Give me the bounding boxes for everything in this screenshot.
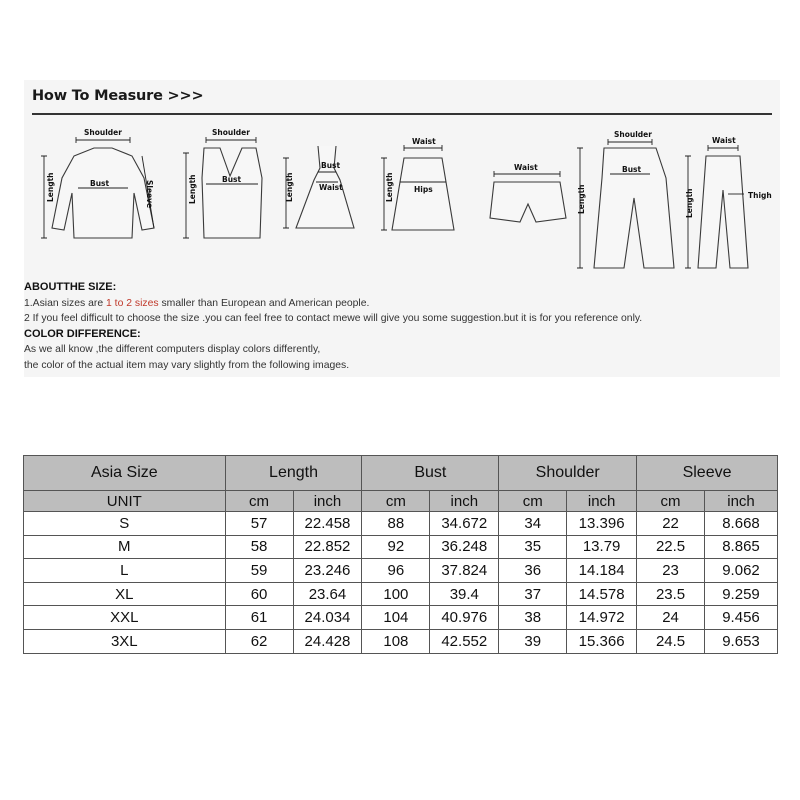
unit-header: UNIT <box>24 491 226 512</box>
bust-cm-cell: 108 <box>362 629 430 653</box>
shoulder-cm-cell: 35 <box>499 535 567 559</box>
sleeve-inch-cell: 9.456 <box>705 606 778 630</box>
sleeve-inch-cell: 8.865 <box>705 535 778 559</box>
length-inch-cell: 24.428 <box>293 629 362 653</box>
length-header: Length <box>225 456 362 491</box>
unit-inch: inch <box>430 491 499 512</box>
sleeve-header: Sleeve <box>637 456 778 491</box>
asia-size-header: Asia Size <box>24 456 226 491</box>
bust-inch-cell: 40.976 <box>430 606 499 630</box>
sleeve-cm-cell: 22 <box>637 512 705 536</box>
bust-cm-cell: 92 <box>362 535 430 559</box>
shoulder-cm-cell: 34 <box>499 512 567 536</box>
bust-inch-cell: 42.552 <box>430 629 499 653</box>
size-cell: L <box>24 559 226 583</box>
bust-inch-cell: 39.4 <box>430 582 499 606</box>
size-cell: XXL <box>24 606 226 630</box>
skirt-waist-label: Waist <box>412 137 436 146</box>
sleeve-inch-cell: 9.653 <box>705 629 778 653</box>
size-table <box>23 455 778 654</box>
shoulder-cm-cell: 37 <box>499 582 567 606</box>
vest-bust-label: Bust <box>222 175 242 184</box>
sleeve-cm-cell: 23 <box>637 559 705 583</box>
shorts-diagram <box>490 163 566 222</box>
bust-cm-cell: 88 <box>362 512 430 536</box>
bust-cm-cell: 104 <box>362 606 430 630</box>
shoulder-header: Shoulder <box>499 456 637 491</box>
table-row <box>24 512 778 536</box>
how-to-measure-panel <box>24 80 780 377</box>
coat-bust-label: Bust <box>622 165 642 174</box>
coat-length-label: Length <box>577 184 586 214</box>
note-1-text-end: smaller than European and American people. <box>158 297 370 309</box>
coat-diagram <box>577 130 674 268</box>
length-cm-cell: 59 <box>225 559 293 583</box>
trousers-waist-label: Waist <box>712 136 736 145</box>
shoulder-inch-cell: 13.396 <box>567 512 637 536</box>
dress-diagram <box>283 146 354 228</box>
size-cell: 3XL <box>24 629 226 653</box>
length-inch-cell: 22.458 <box>293 512 362 536</box>
unit-inch: inch <box>567 491 637 512</box>
length-cm-cell: 62 <box>225 629 293 653</box>
length-inch-cell: 24.034 <box>293 606 362 630</box>
unit-cm: cm <box>362 491 430 512</box>
unit-inch: inch <box>293 491 362 512</box>
dress-bust-label: Bust <box>321 161 341 170</box>
size-cell: XL <box>24 582 226 606</box>
blouse-bust-label: Bust <box>90 179 110 188</box>
vest-diagram <box>183 128 262 238</box>
color-difference-heading: COLOR DIFFERENCE: <box>24 327 141 340</box>
note-1-highlight: 1 to 2 sizes <box>106 297 159 309</box>
shoulder-inch-cell: 13.79 <box>567 535 637 559</box>
bust-inch-cell: 36.248 <box>430 535 499 559</box>
note-1-text: 1.Asian sizes are <box>24 297 107 309</box>
table-row <box>24 629 778 653</box>
table-row <box>24 559 778 583</box>
shoulder-inch-cell: 14.184 <box>567 559 637 583</box>
bust-inch-cell: 34.672 <box>430 512 499 536</box>
bust-header: Bust <box>362 456 499 491</box>
length-cm-cell: 57 <box>225 512 293 536</box>
unit-inch: inch <box>705 491 778 512</box>
note-line-3: As we all know ,the different computers display colors differently, <box>24 344 321 355</box>
length-inch-cell: 22.852 <box>293 535 362 559</box>
trousers-diagram <box>685 136 772 268</box>
length-inch-cell: 23.246 <box>293 559 362 583</box>
sleeve-inch-cell: 8.668 <box>705 512 778 536</box>
length-cm-cell: 60 <box>225 582 293 606</box>
size-cell: M <box>24 535 226 559</box>
title-divider <box>32 113 772 115</box>
bust-inch-cell: 37.824 <box>430 559 499 583</box>
sleeve-inch-cell: 9.259 <box>705 582 778 606</box>
bust-cm-cell: 96 <box>362 559 430 583</box>
sleeve-cm-cell: 23.5 <box>637 582 705 606</box>
skirt-diagram <box>381 137 454 230</box>
sleeve-cm-cell: 22.5 <box>637 535 705 559</box>
length-cm-cell: 61 <box>225 606 293 630</box>
shoulder-inch-cell: 14.578 <box>567 582 637 606</box>
about-size-heading: ABOUTTHE SIZE: <box>24 281 117 293</box>
shoulder-inch-cell: 15.366 <box>567 629 637 653</box>
unit-header-row <box>24 491 778 512</box>
sleeve-inch-cell: 9.062 <box>705 559 778 583</box>
note-line-1 <box>24 296 780 312</box>
shorts-waist-label: Waist <box>514 163 538 172</box>
blouse-shoulder-label: Shoulder <box>84 128 122 137</box>
note-line-4: the color of the actual item may vary slightly from the following images. <box>24 359 350 371</box>
length-cm-cell: 58 <box>225 535 293 559</box>
dress-waist-label: Waist <box>319 183 343 192</box>
unit-cm: cm <box>499 491 567 512</box>
table-row <box>24 535 778 559</box>
dress-length-label: Length <box>285 172 294 202</box>
sleeve-cm-cell: 24.5 <box>637 629 705 653</box>
vest-length-label: Length <box>188 174 197 204</box>
shoulder-cm-cell: 38 <box>499 606 567 630</box>
table-row <box>24 606 778 630</box>
vest-shoulder-label: Shoulder <box>212 128 250 137</box>
trousers-length-label: Length <box>685 188 694 218</box>
how-to-measure-title: How To Measure >>> <box>32 88 204 104</box>
shoulder-cm-cell: 39 <box>499 629 567 653</box>
bust-cm-cell: 100 <box>362 582 430 606</box>
skirt-length-label: Length <box>385 172 394 202</box>
sleeve-cm-cell: 24 <box>637 606 705 630</box>
coat-shoulder-label: Shoulder <box>614 130 652 139</box>
blouse-length-label: Length <box>46 172 55 202</box>
blouse-sleeve-label: Sleeve <box>145 180 154 209</box>
size-notes <box>24 280 780 373</box>
note-line-2: 2 If you feel difficult to choose the size .you can feel free to contact mewe will give you some suggestion.but it is for you reference only. <box>24 313 643 324</box>
shoulder-cm-cell: 36 <box>499 559 567 583</box>
length-inch-cell: 23.64 <box>293 582 362 606</box>
table-header-row <box>24 456 778 491</box>
size-cell: S <box>24 512 226 536</box>
trousers-thigh-label: Thigh <box>748 191 772 200</box>
skirt-hips-label: Hips <box>414 185 433 194</box>
shoulder-inch-cell: 14.972 <box>567 606 637 630</box>
unit-cm: cm <box>637 491 705 512</box>
table-row <box>24 582 778 606</box>
blouse-diagram <box>41 128 154 238</box>
unit-cm: cm <box>225 491 293 512</box>
